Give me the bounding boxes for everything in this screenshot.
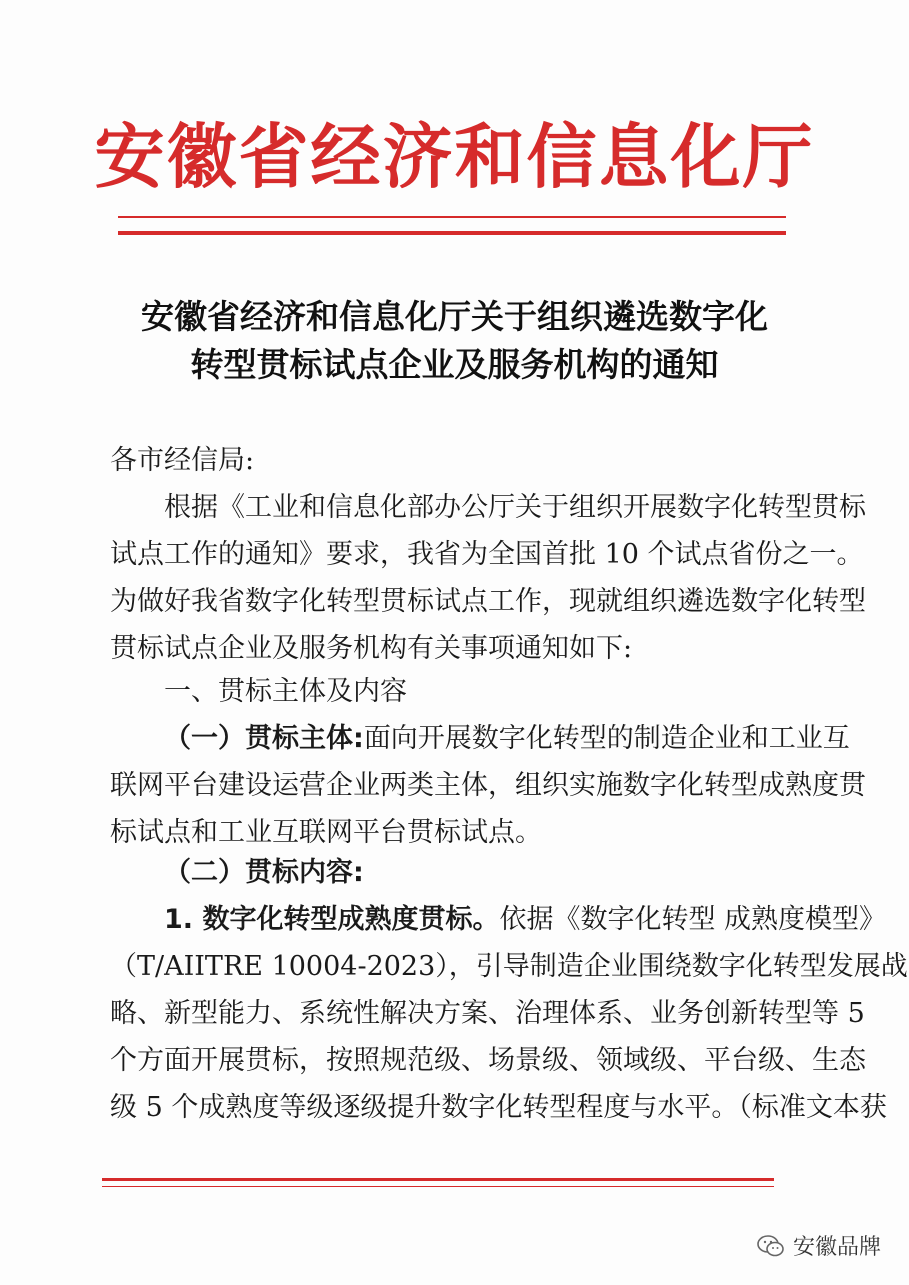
subsection-1-label: （一）贯标主体: (164, 723, 364, 754)
section-1-heading: 一、贯标主体及内容 (164, 676, 407, 707)
subsection-1-text: 面向开展数字化转型的制造企业和工业互 (363, 723, 850, 754)
document-title-line-2: 转型贯标试点企业及服务机构的通知 (190, 345, 719, 384)
footer-rule-thick (102, 1178, 774, 1181)
item-1-line-3: 略、新型能力、系统性解决方案、治理体系、业务创新转型等 5 (110, 998, 865, 1029)
subsection-2-heading: （二）贯标内容: (164, 857, 364, 888)
wechat-icon (757, 1234, 785, 1258)
subsection-1-line-3: 标试点和工业互联网平台贯标试点。 (110, 817, 542, 848)
item-1-line-2: （T/AIITRE 10004-2023），引导制造企业围绕数字化转型发展战 (110, 951, 908, 982)
item-1-line-5: 级 5 个成熟度等级逐级提升数字化转型程度与水平。（标准文本获 (110, 1092, 887, 1123)
footer-rule-thin (102, 1186, 774, 1187)
item-1-line-1 (110, 896, 887, 943)
document-title-line-1: 安徽省经济和信息化厅关于组织遴选数字化 (141, 297, 768, 336)
item-1-line-4: 个方面开展贯标，按照规范级、场景级、领域级、平台级、生态 (110, 1045, 866, 1076)
paragraph-1-line-4: 贯标试点企业及服务机构有关事项通知如下: (110, 633, 633, 664)
subsection-1-line-1 (110, 715, 854, 762)
paragraph-1-line-2: 试点工作的通知》要求，我省为全国首批 10 个试点省份之一。 (110, 539, 864, 570)
salutation: 各市经信局: (110, 445, 255, 476)
paragraph-1-line-3: 为做好我省数字化转型贯标试点工作，现就组织遴选数字化转型 (110, 586, 866, 617)
header-rule-thin (118, 216, 786, 218)
header-rule-thick (118, 231, 786, 235)
watermark-text: 安徽品牌 (792, 1235, 881, 1260)
subsection-1-line-2: 联网平台建设运营企业两类主体，组织实施数字化转型成熟度贯 (110, 770, 866, 801)
agency-header: 安徽省经济和信息化厅 (94, 115, 815, 198)
watermark (757, 1230, 881, 1261)
paragraph-1-line-1: 根据《工业和信息化部办公厅关于组织开展数字化转型贯标 (164, 492, 866, 523)
item-1-text: 依据《数字化转型 成熟度模型》 (499, 904, 887, 935)
item-1-label: 1. 数字化转型成熟度贯标。 (164, 904, 500, 935)
